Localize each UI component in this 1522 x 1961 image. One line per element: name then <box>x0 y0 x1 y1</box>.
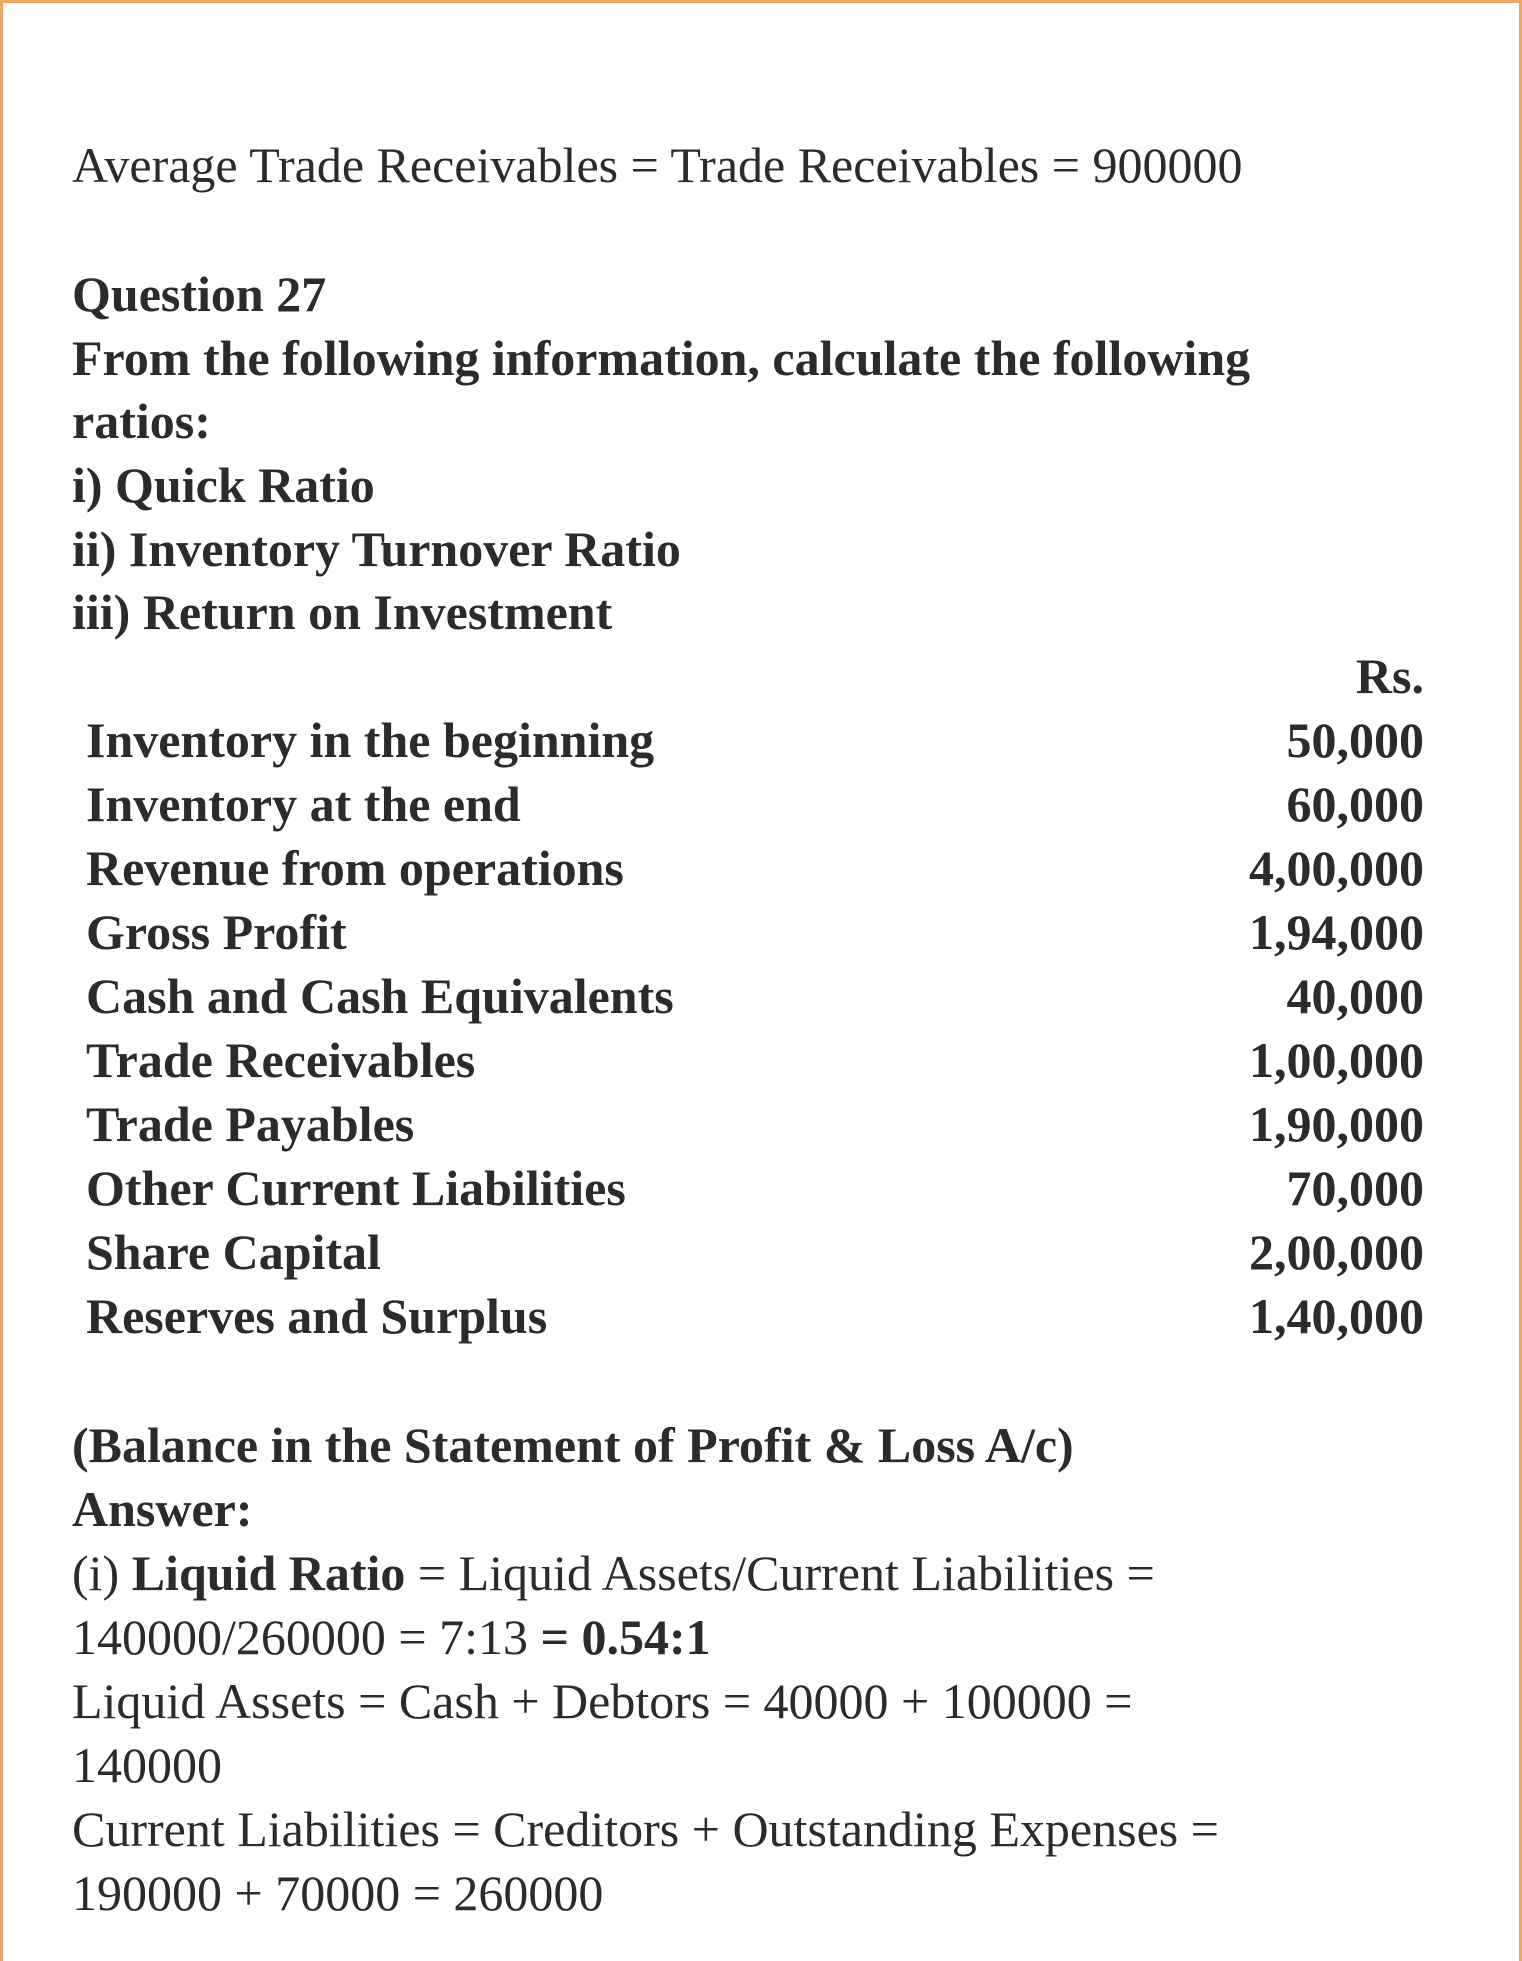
balance-note: (Balance in the Statement of Profit & Loss A/c) <box>72 1417 1074 1473</box>
question-prompt-2: ratios: <box>72 393 211 449</box>
table-row-label: Inventory at the end <box>86 776 521 832</box>
table-row-value: 70,000 <box>1286 1160 1424 1216</box>
table-row-value: 4,00,000 <box>1249 840 1424 896</box>
table-row-label: Inventory in the beginning <box>86 712 655 768</box>
liquid-ratio-line <box>72 1541 1155 1605</box>
table-row-value: 1,94,000 <box>1249 904 1424 960</box>
table-row-value: 2,00,000 <box>1249 1224 1424 1280</box>
liquid-assets-line-2: 140000 <box>72 1737 222 1793</box>
current-liabilities-line-2: 190000 + 70000 = 260000 <box>72 1865 604 1921</box>
answer-heading: Answer: <box>72 1481 253 1537</box>
question-prompt-1: From the following information, calculate the following <box>72 330 1251 386</box>
table-row-value: 40,000 <box>1286 968 1424 1024</box>
avg-receivables-line: Average Trade Receivables = Trade Receivables = 900000 <box>72 137 1243 193</box>
liquid-result: = 0.54:1 <box>540 1609 711 1665</box>
table-row-label: Trade Payables <box>86 1096 415 1152</box>
question-item-1: i) Quick Ratio <box>72 457 375 513</box>
table-row-label: Cash and Cash Equivalents <box>86 968 674 1024</box>
table-row-label: Trade Receivables <box>86 1032 476 1088</box>
liquid-calc: 140000/260000 = 7:13 <box>72 1609 541 1665</box>
table-row-label: Gross Profit <box>86 904 347 960</box>
liquid-assets-line-1: Liquid Assets = Cash + Debtors = 40000 + 100000 = <box>72 1673 1133 1729</box>
table-row-value: 1,40,000 <box>1249 1288 1424 1344</box>
question-title: Question 27 <box>72 266 327 322</box>
liquid-ratio-term: Liquid Ratio <box>131 1545 406 1601</box>
table-row-value: 50,000 <box>1286 712 1424 768</box>
table-row-value: 1,00,000 <box>1249 1032 1424 1088</box>
liquid-ratio-definition: = Liquid Assets/Current Liabilities = <box>405 1545 1155 1601</box>
table-row-label: Share Capital <box>86 1224 381 1280</box>
table-row-label: Revenue from operations <box>86 840 624 896</box>
table-row-label: Other Current Liabilities <box>86 1160 626 1216</box>
table-row-value: 60,000 <box>1286 776 1424 832</box>
current-liabilities-line-1: Current Liabilities = Creditors + Outstanding Expenses = <box>72 1801 1219 1857</box>
table-row-label: Reserves and Surplus <box>86 1288 548 1344</box>
liquid-calc-line <box>72 1605 711 1669</box>
table-row-value: 1,90,000 <box>1249 1096 1424 1152</box>
liquid-prefix: (i) <box>72 1545 132 1601</box>
question-item-2: ii) Inventory Turnover Ratio <box>72 521 681 577</box>
question-item-3: iii) Return on Investment <box>72 584 613 640</box>
currency-header: Rs. <box>1355 648 1424 704</box>
